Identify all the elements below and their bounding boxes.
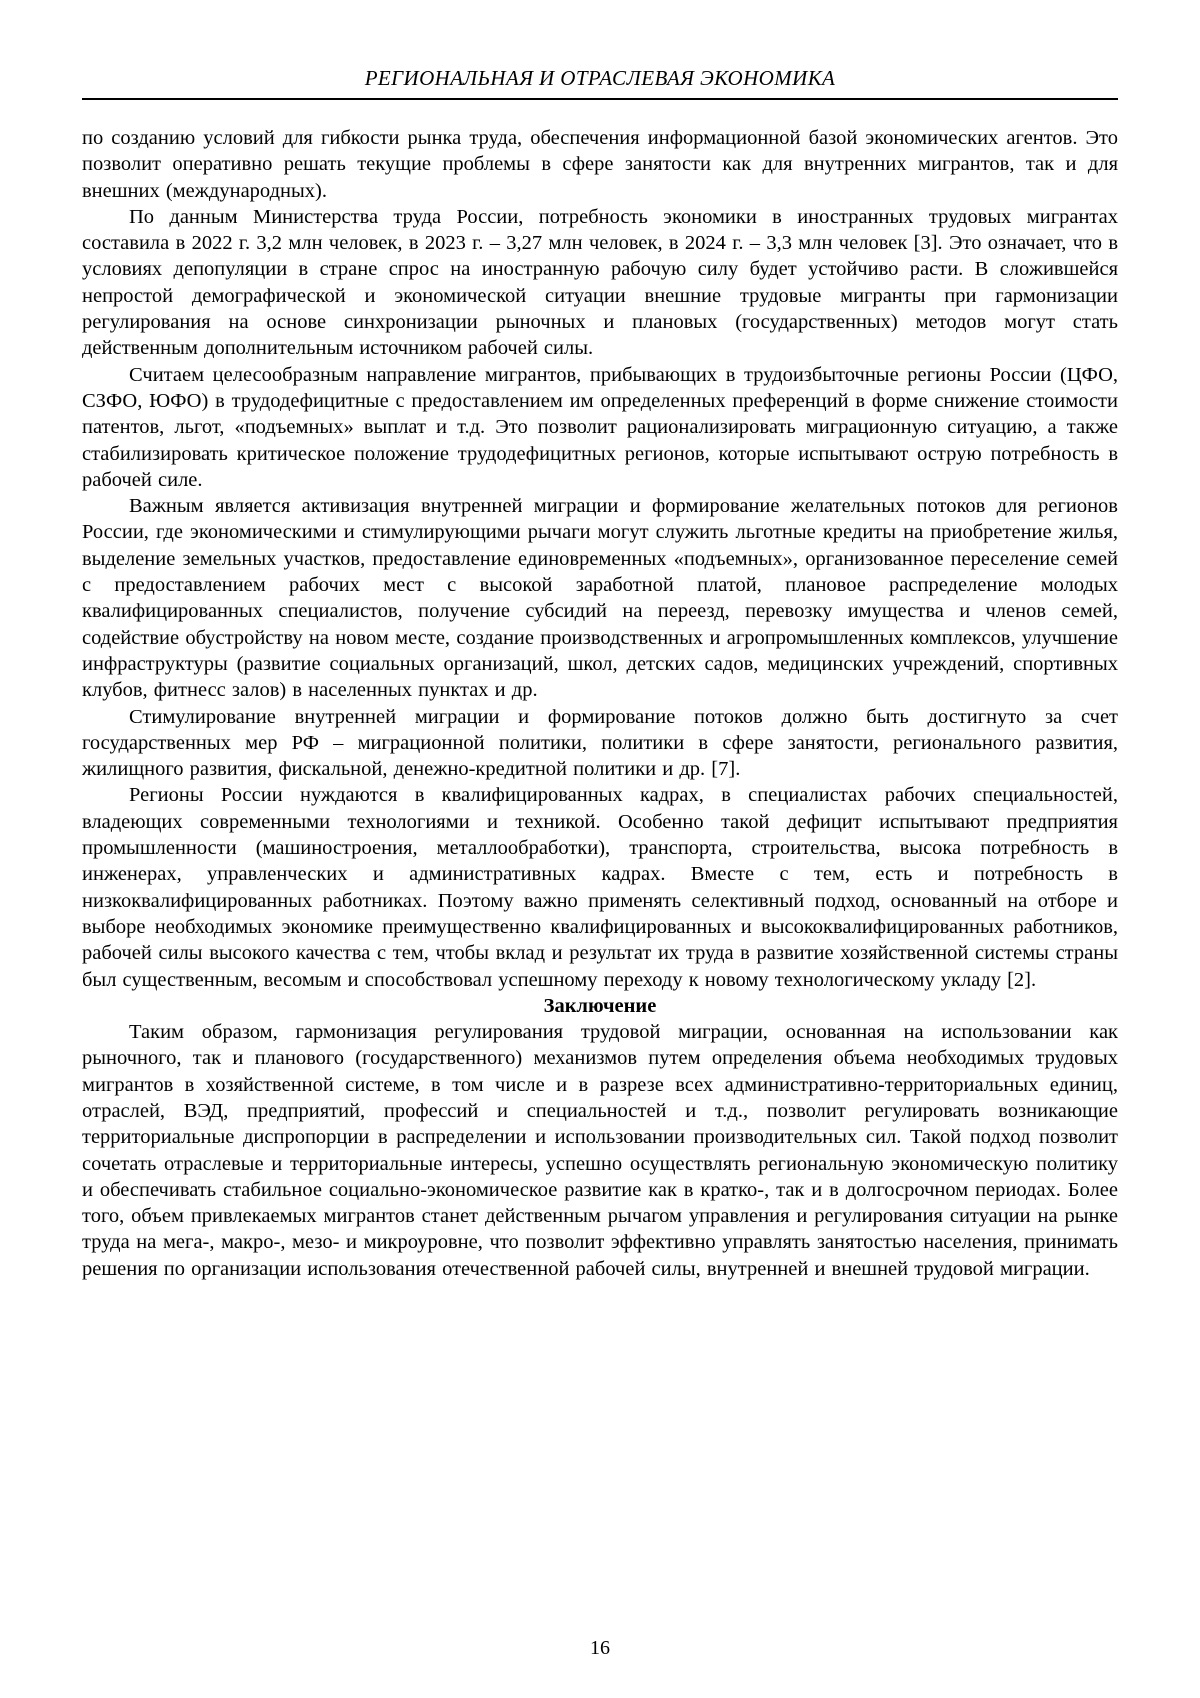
body-paragraph: Регионы России нуждаются в квалифицированных кадрах, в специалистах рабочих специальностей, владеющих современными технологиями и техникой. Особенно такой дефицит испытывают предприятия промышленности (машиностроения, металлообработки), транспорта, строительства, высока потребность в инженерах, управленческих и административных кадрах. Вместе с тем, есть и потребность в низкоквалифицированных работниках. Поэтому важно применять селективный подход, основанный на отборе и выборе необходимых экономике преимущественно квалифицированных и высококвалифицированных работников, рабочей силы высокого качества с тем, чтобы вклад и результат их труда в развитие хозяйственной системы страны был существенным, весомым и способствовал успешному переходу к новому технологическому укладу [2]. [82, 784, 1118, 991]
body-paragraph: По данным Министерства труда России, потребность экономики в иностранных трудовых мигрантах составила в 2022 г. 3,2 млн человек, в 2023 г. – 3,27 млн человек, в 2024 г. – 3,3 млн человек [3]. Это означает, что в условиях депопуляции в стране спрос на иностранную рабочую силу будет устойчиво расти. В сложившейся непростой демографической и экономической ситуации внешние трудовые мигранты при гармонизации регулирования на основе синхронизации рыночных и плановых (государственных) методов могут стать действенным дополнительным источником рабочей силы. [82, 205, 1118, 360]
conclusion-paragraph: Таким образом, гармонизация регулирования трудовой миграции, основанная на использовании как рыночного, так и планового (государственного) механизмов путем определения объема необходимых трудовых мигрантов в хозяйственной системе, в том числе и в разрезе всех административно-территориальных единиц, отраслей, ВЭД, предприятий, профессий и специальностей и т.д., позволит регулировать возникающие территориальные диспропорции в распределении и использовании производительных сил. Такой подход позволит сочетать отраслевые и территориальные интересы, успешно осуществлять региональную экономическую политику и обеспечивать стабильное социально-экономическое развитие как в кратко-, так и в долгосрочном периодах. Более того, объем привлекаемых мигрантов станет действенным рычагом управления и регулирования ситуации на рынке труда на мега-, макро-, мезо- и микроуровне, что позволит эффективно управлять занятостью населения, принимать решения по организации использования отечественной рабочей силы, внутренней и внешней трудовой миграции. [82, 1021, 1118, 1280]
body-paragraph: Важным является активизация внутренней миграции и формирование желательных потоков для регионов России, где экономическими и стимулирующими рычаги могут служить льготные кредиты на приобретение жилья, выделение земельных участков, предоставление единовременных «подъемных», организованное переселение семей с предоставлением рабочих мест с высокой заработной платой, плановое распределение молодых квалифицированных специалистов, получение субсидий на переезд, перевозку имущества и членов семей, содействие обустройству на новом месте, создание производственных и агропромышленных комплексов, улучшение инфраструктуры (развитие социальных организаций, школ, детских садов, медицинских учреждений, спортивных клубов, фитнесс залов) в населенных пунктах и др. [82, 495, 1118, 702]
article-body [82, 125, 1118, 1282]
body-paragraph: Стимулирование внутренней миграции и формирование потоков должно быть достигнуто за счет государственных мер РФ – миграционной политики, политики в сфере занятости, регионального развития, жилищного развития, фискальной, денежно-кредитной политики и др. [7]. [82, 705, 1118, 781]
page-number: 16 [590, 1637, 610, 1659]
running-header: РЕГИОНАЛЬНАЯ И ОТРАСЛЕВАЯ ЭКОНОМИКА [82, 66, 1118, 100]
body-paragraph: по созданию условий для гибкости рынка труда, обеспечения информационной базой экономических агентов. Это позволит оперативно решать текущие проблемы в сфере занятости как для внутренних мигрантов, так и для внешних (международных). [82, 127, 1118, 202]
section-heading-conclusion: Заключение [543, 994, 657, 1017]
body-paragraph: Считаем целесообразным направление мигрантов, прибывающих в трудоизбыточные регионы России (ЦФО, СЗФО, ЮФО) в трудодефицитные с предоставлением им определенных преференций в форме снижение стоимости патентов, льгот, «подъемных» выплат и т.д. Это позволит рационализировать миграционную ситуацию, а также стабилизировать критическое положение трудодефицитных регионов, которые испытывают острую потребность в рабочей силе. [82, 363, 1118, 491]
